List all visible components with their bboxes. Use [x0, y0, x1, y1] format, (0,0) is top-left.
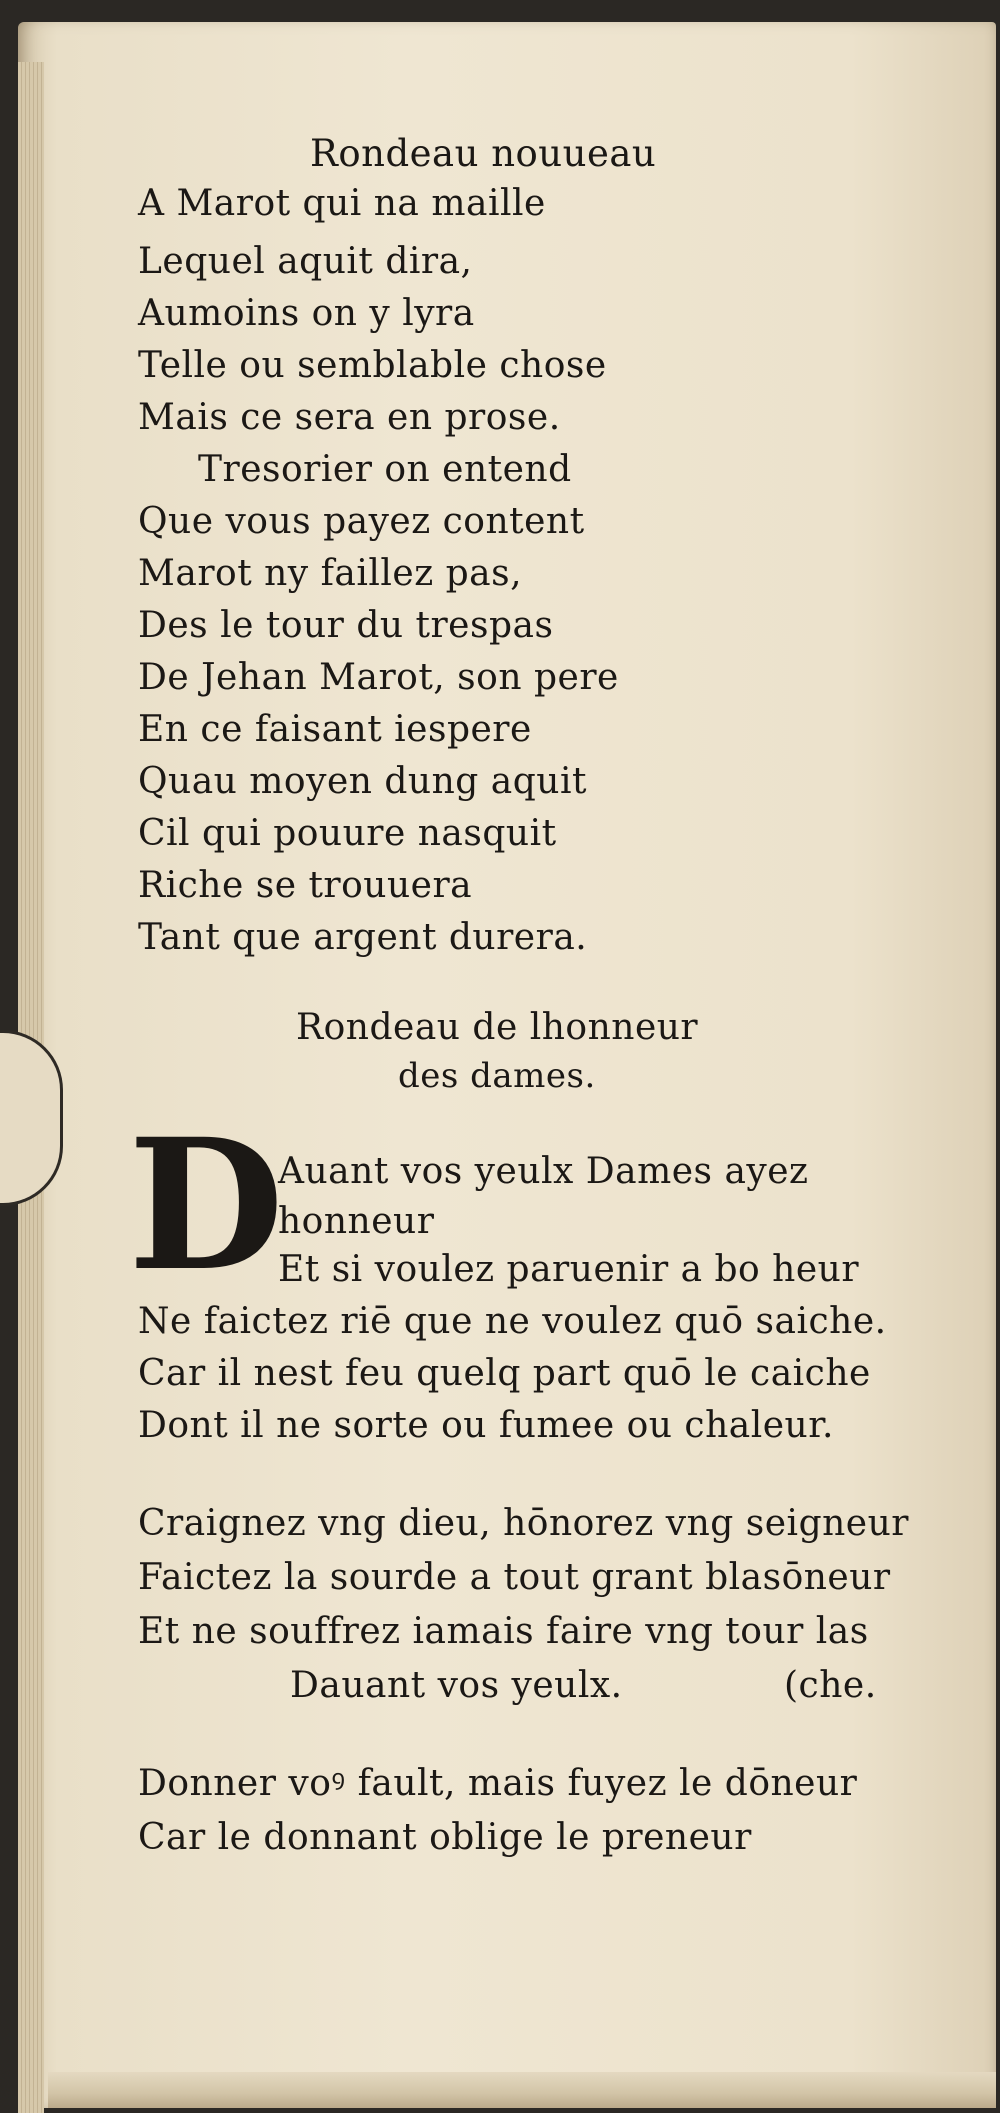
- rondeau1-line: Lequel aquit dira,: [138, 241, 473, 282]
- rondeau1-line: Quau moyen dung aquit: [138, 761, 587, 802]
- rondeau2-stanza1-line: Auant vos yeulx Dames ayez: [278, 1151, 809, 1192]
- rondeau1-line: En ce faisant iespere: [138, 709, 532, 750]
- rondeau2-stanza3-line: Car le donnant oblige le preneur: [138, 1817, 752, 1858]
- rondeau2-stanza2-line: Dauant vos yeulx.: [290, 1665, 623, 1706]
- rondeau1-line: Marot ny faillez pas,: [138, 553, 523, 594]
- rondeau1-line: A Marot qui na maille: [138, 183, 546, 224]
- rondeau2-title-line1: Rondeau de lhonneur: [296, 1007, 699, 1048]
- rondeau2-stanza2-line: Et ne souffrez iamais faire vng tour las: [138, 1611, 869, 1652]
- rondeau2-stanza1-line: Dont il ne sorte ou fumee ou chaleur.: [138, 1405, 834, 1446]
- rondeau2-stanza1-line: Ne faictez riē que ne voulez quō saiche.: [138, 1301, 887, 1342]
- rondeau1-line: Aumoins on y lyra: [138, 293, 475, 334]
- rondeau1-line: Cil qui pouure nasquit: [138, 813, 557, 854]
- rondeau1-line: Tant que argent durera.: [138, 917, 588, 958]
- rondeau2-stanza2-line: Faictez la sourde a tout grant blasōneur: [138, 1557, 891, 1598]
- drop-cap-initial: D: [128, 1100, 285, 1311]
- rondeau2-stanza2-line: Craignez vng dieu, hōnorez vng seigneur: [138, 1503, 909, 1544]
- rondeau1-line: Riche se trouuera: [138, 865, 473, 906]
- rondeau1-line: Telle ou semblable chose: [138, 345, 607, 386]
- rondeau1-title: Rondeau nouueau: [310, 132, 657, 175]
- rondeau2-stanza1-line: Car il nest feu quelq part quō le caiche: [138, 1353, 871, 1394]
- rondeau1-line: Que vous payez content: [138, 501, 585, 542]
- rondeau2-stanza1-line: Et si voulez paruenir a bo heur: [278, 1249, 860, 1290]
- rondeau1-line: Tresorier on entend: [198, 449, 572, 490]
- rondeau1-line: Mais ce sera en prose.: [138, 397, 561, 438]
- rondeau1-line: Des le tour du trespas: [138, 605, 554, 646]
- rondeau1-line: De Jehan Marot, son pere: [138, 657, 619, 698]
- rondeau2-title-line2: des dames.: [398, 1056, 596, 1096]
- rondeau2-stanza3-line: Donner voꝰ fault, mais fuyez le dōneur: [138, 1763, 858, 1804]
- rondeau2-turnover: (che.: [784, 1665, 877, 1706]
- rondeau2-stanza1-line: honneur: [278, 1201, 435, 1242]
